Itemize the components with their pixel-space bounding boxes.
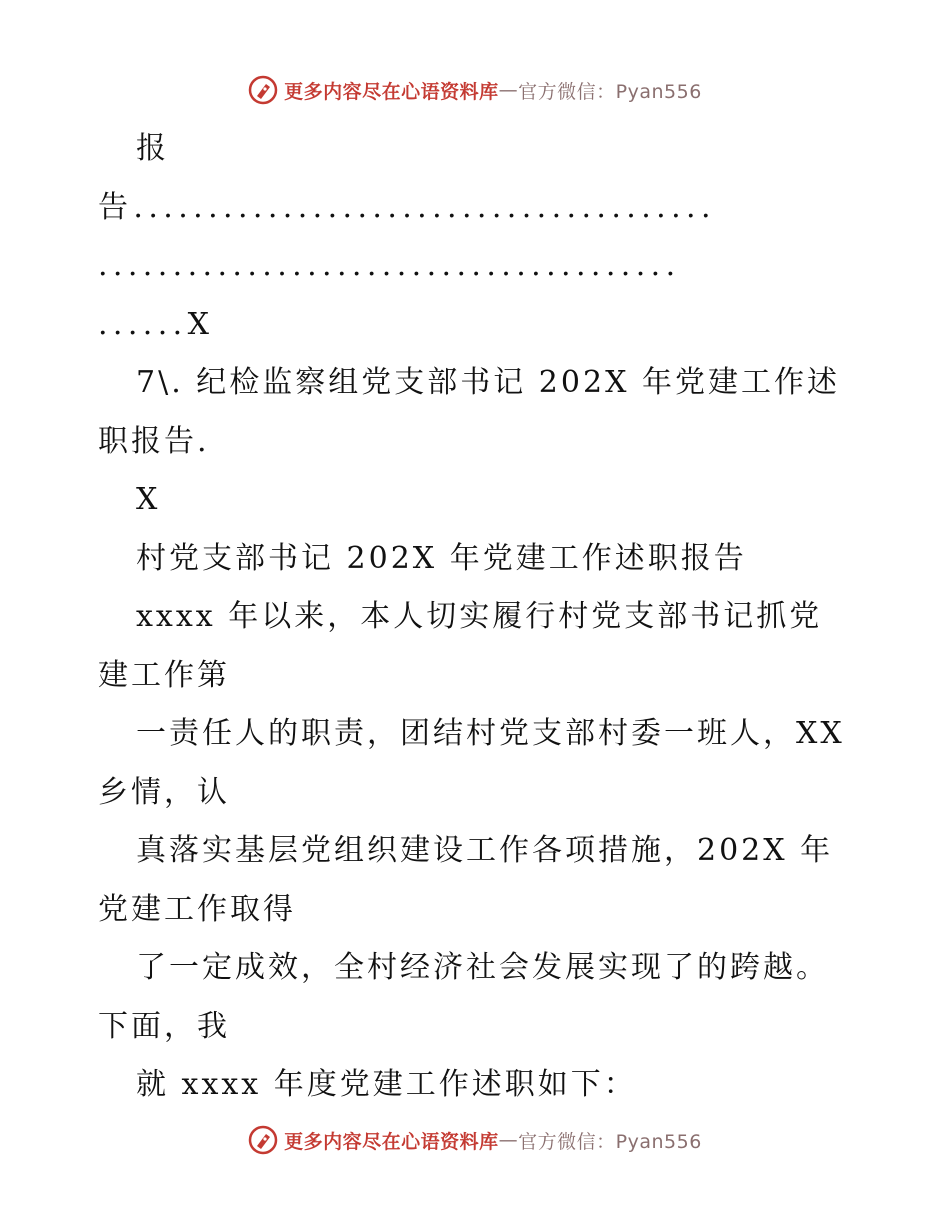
text-line-6: 职报告. [98, 423, 210, 459]
text-line-7: X [136, 482, 161, 517]
document-body [98, 120, 858, 1115]
text-line-12: 乡情，认 [98, 774, 230, 810]
banner-main-text: 更多内容尽在心语资料库 [284, 1130, 499, 1153]
text-line-15: 了一定成效，全村经济社会发展实现了的跨越。 [136, 950, 829, 985]
text-line-1: 报 [136, 131, 169, 166]
text-line-16: 下面，我 [98, 1008, 230, 1044]
footer-watermark-banner [0, 1120, 950, 1160]
pen-nib-logo-icon [248, 75, 278, 105]
banner-main-text: 更多内容尽在心语资料库 [284, 80, 499, 103]
text-line-11: 一责任人的职责，团结村党支部村委一班人，XX [136, 716, 845, 751]
banner-wechat-text: 官方微信：Pyan556 [518, 1130, 702, 1153]
text-line-5: 7\. 纪检监察组党支部书记 202X 年党建工作述 [136, 365, 840, 400]
text-line-8: 村党支部书记 202X 年党建工作述职报告 [136, 540, 747, 576]
text-line-4: ......X [98, 306, 215, 342]
text-line-9: xxxx 年以来，本人切实履行村党支部书记抓党 [136, 599, 823, 634]
text-line-17: 就 xxxx 年度党建工作述职如下： [136, 1067, 637, 1102]
banner-separator: — [498, 79, 519, 101]
banner-separator: — [498, 1129, 519, 1151]
text-line-13: 真落实基层党组织建设工作各项措施，202X 年 [136, 833, 834, 868]
text-line-10: 建工作第 [98, 657, 230, 693]
text-line-3: ....................................... [98, 248, 681, 283]
text-line-14: 党建工作取得 [98, 891, 296, 927]
header-watermark-banner [0, 70, 950, 110]
pen-nib-logo-icon [248, 1125, 278, 1155]
text-line-2: 告....................................... [98, 189, 716, 225]
banner-wechat-text: 官方微信：Pyan556 [518, 80, 702, 103]
